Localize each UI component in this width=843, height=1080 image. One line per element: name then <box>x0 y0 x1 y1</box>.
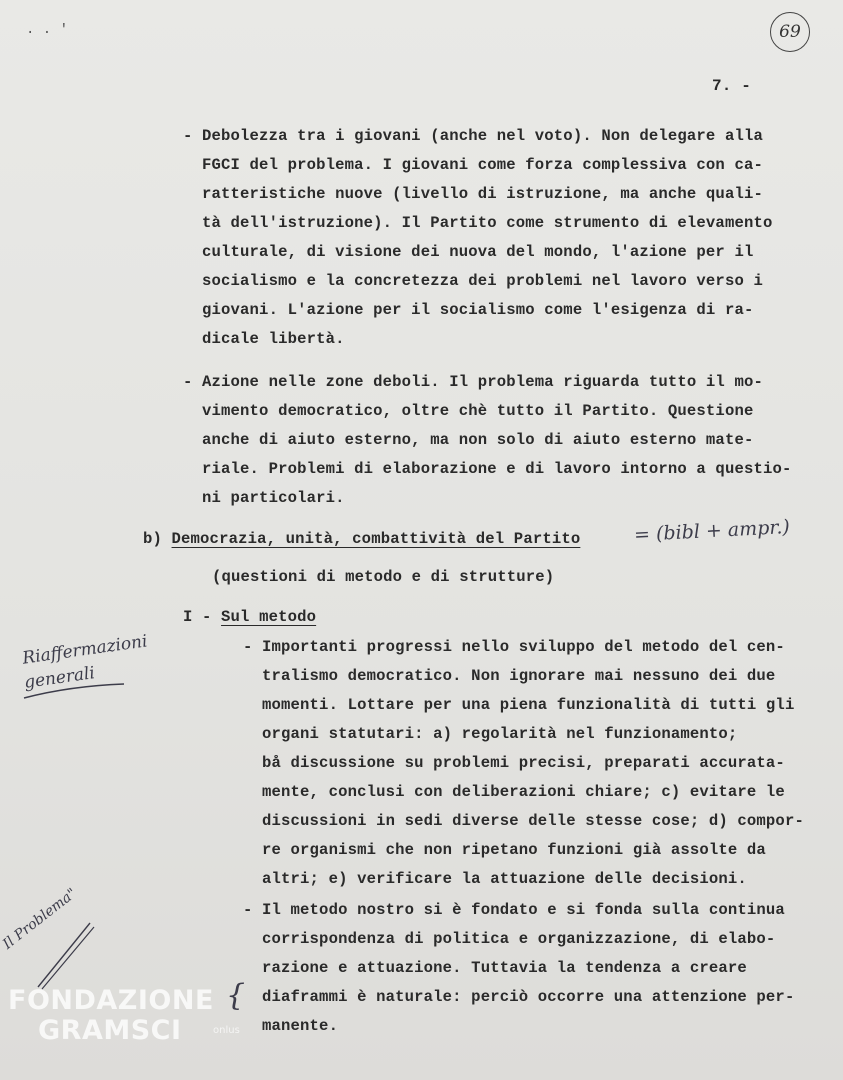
text-line: FGCI del problema. I giovani come forza complessiva con ca- <box>183 156 763 174</box>
text-line: - Azione nelle zone deboli. Il problema riguarda tutto il mo- <box>183 373 763 391</box>
text-line: dicale libertà. <box>183 330 345 348</box>
text-line: razione e attuazione. Tuttavia la tendenza a creare <box>243 959 747 977</box>
text-line: - Debolezza tra i giovani (anche nel voto). Non delegare alla <box>183 127 763 145</box>
text-line: momenti. Lottare per una piena funzionalità di tutti gli <box>243 696 795 714</box>
text-line: - Il metodo nostro si è fondato e si fonda sulla continua <box>243 901 785 919</box>
text-line: ni particolari. <box>183 489 345 507</box>
text-line: vimento democratico, oltre chè tutto il Partito. Questione <box>183 402 754 420</box>
page-stamp-number: 69 <box>770 12 810 52</box>
margin-note-problema: Il Problema" <box>0 885 80 953</box>
text-line: giovani. L'azione per il socialismo come l'esigenza di ra- <box>183 301 754 319</box>
section-b-title: Democrazia, unità, combattività del Partito <box>171 530 581 548</box>
section-b-subtitle: (questioni di metodo e di strutture) <box>212 568 555 586</box>
margin-slash-mark <box>30 915 100 995</box>
section-b-heading <box>143 529 580 549</box>
watermark-line2: GRAMSCI <box>38 1015 182 1046</box>
watermark-fondazione-gramsci <box>8 985 240 1046</box>
text-line: - Importanti progressi nello sviluppo del metodo del cen- <box>243 638 785 656</box>
watermark-line3: onlus <box>213 1025 240 1036</box>
text-line: organi statutari: a) regolarità nel funzionamento; <box>243 725 738 743</box>
section-I-title: Sul metodo <box>221 608 317 626</box>
text-line: ratteristiche nuove (livello di istruzione, ma anche quali- <box>183 185 763 203</box>
text-line: tà dell'istruzione). Il Partito come strumento di elevamento <box>183 214 773 232</box>
page-number: 7. - <box>712 77 752 95</box>
text-line: corrispondenza di politica e organizzazione, di elabo- <box>243 930 776 948</box>
watermark-line1: FONDAZIONE <box>8 985 214 1016</box>
text-line: bå discussione su problemi precisi, preparati accurata- <box>243 754 785 772</box>
margin-underline-mark <box>20 680 130 704</box>
text-line: culturale, di visione dei nuova del mondo, l'azione per il <box>183 243 754 261</box>
section-I-label: I - <box>183 608 212 626</box>
text-line: altri; e) verificare la attuazione delle decisioni. <box>243 870 747 888</box>
text-line: diaframmi è naturale: perciò occorre una attenzione per- <box>243 988 795 1006</box>
text-line: discussioni in sedi diverse delle stesse cose; d) compor- <box>243 812 804 830</box>
margin-note-generali: generali <box>22 663 97 693</box>
text-line: manente. <box>243 1017 339 1035</box>
text-line: tralismo democratico. Non ignorare mai nessuno dei due <box>243 667 776 685</box>
text-line: riale. Problemi di elaborazione e di lavoro intorno a questio- <box>183 460 792 478</box>
text-line: re organismi che non ripetano funzioni già assolte da <box>243 841 766 859</box>
handwritten-note-bibl: = (bibl + ampr.) <box>633 515 791 547</box>
section-b-letter: b) <box>143 530 163 548</box>
text-line: mente, conclusi con deliberazioni chiare; c) evitare le <box>243 783 785 801</box>
margin-note-riaffermazioni: Riaffermazioni <box>21 631 149 669</box>
margin-brace-mark: { <box>226 978 246 1013</box>
text-line: anche di aiuto esterno, ma non solo di aiuto esterno mate- <box>183 431 754 449</box>
section-I-heading <box>183 607 316 627</box>
text-line: socialismo e la concretezza dei problemi nel lavoro verso i <box>183 272 763 290</box>
corner-marks: . . ' <box>26 22 69 38</box>
